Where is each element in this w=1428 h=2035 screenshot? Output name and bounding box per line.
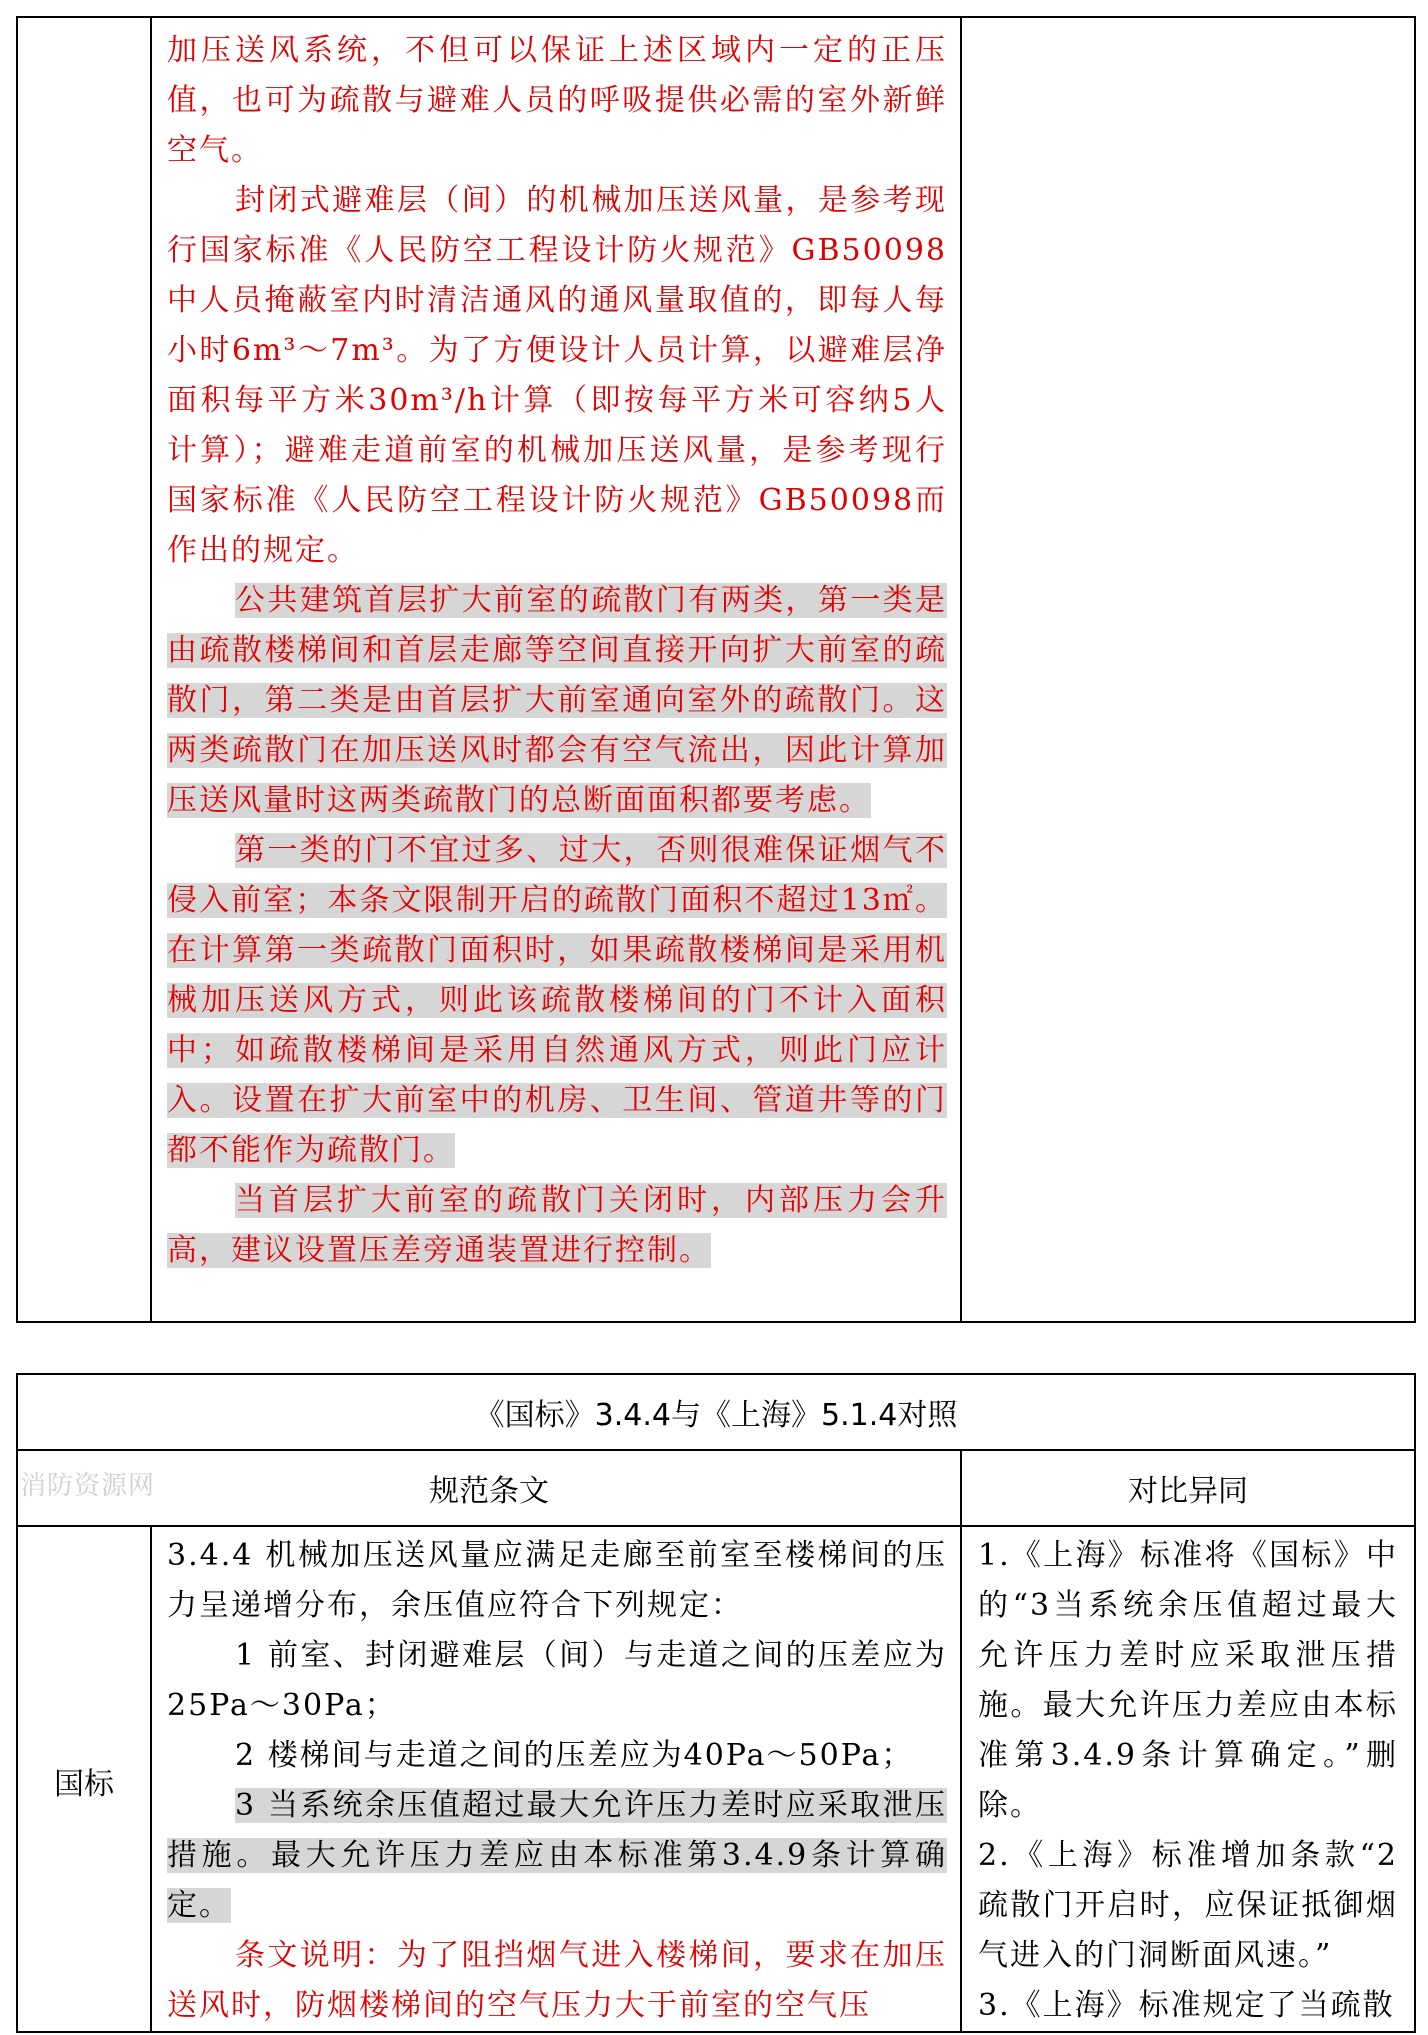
- paragraph: 公共建筑首层扩大前室的疏散门有两类，第一类是由疏散楼梯间和首层走廊等空间直接开向扩大前室的疏散门，第二类是由首层扩大前室通向室外的疏散门。这两类疏散门在加压送风时都会有空气流出，因此计算加压送风量时这两类疏散门的总断面面积都要考虑。: [167, 583, 947, 818]
- table-continuation: [16, 16, 1416, 1323]
- compare-item: 2.《上海》标准增加条款“2 疏散门开启时，应保证抵御烟气进入的门洞断面风速。”: [978, 1838, 1398, 1973]
- row-label-cell: [18, 18, 150, 1321]
- clause-item-3: 3 当系统余压值超过最大允许压力差时应采取泄压措施。最大允许压力差应由本标准第3.4.9条计算确定。: [167, 1788, 947, 1923]
- column-header-compare: 对比异同: [1128, 1474, 1248, 1509]
- watermark: 消防资源网: [20, 1471, 156, 1501]
- compare-text-cell: [978, 1531, 1398, 2031]
- clause-item-2: 2 楼梯间与走道之间的压差应为40Pa～50Pa；: [235, 1738, 914, 1773]
- paragraph: 第一类的门不宜过多、过大，否则很难保证烟气不侵入前室；本条文限制开启的疏散门面积不超过13㎡。在计算第一类疏散门面积时，如果疏散楼梯间是采用机械加压送风方式，则此该疏散楼梯间的门不计入面积中；如疏散楼梯间是采用自然通风方式，则此门应计入。设置在扩大前室中的机房、卫生间、管道井等的门都不能作为疏散门。: [167, 833, 947, 1168]
- paragraph: 当首层扩大前室的疏散门关闭时，内部压力会升高，建议设置压差旁通装置进行控制。: [167, 1183, 947, 1268]
- column-header-clause: 规范条文: [429, 1474, 549, 1509]
- comparison-cell: [962, 18, 1414, 1321]
- clause-explanation: 条文说明：为了阻挡烟气进入楼梯间，要求在加压送风时，防烟楼梯间的空气压力大于前室的空气压: [167, 1938, 947, 2023]
- column-divider: [960, 1449, 962, 2031]
- clause-item-1: 1 前室、封闭避难层（间）与走道之间的压差应为25Pa～30Pa；: [167, 1638, 947, 1723]
- explanation-text-cell: [167, 26, 947, 1276]
- compare-item: 3.《上海》标准规定了当疏散: [978, 1988, 1395, 2023]
- paragraph: 加压送风系统，不但可以保证上述区域内一定的正压值，也可为疏散与避难人员的呼吸提供必需的室外新鲜空气。: [167, 33, 947, 168]
- clause-intro: 3.4.4 机械加压送风量应满足走廊至前室至楼梯间的压力呈递增分布，余压值应符合下列规定：: [167, 1538, 947, 1623]
- table-title: 《国标》3.4.4与《上海》5.1.4对照: [474, 1398, 958, 1433]
- column-divider: [150, 18, 152, 1321]
- column-divider: [150, 1527, 152, 2031]
- row-divider: [18, 1525, 1414, 1527]
- clause-text-cell: [167, 1531, 947, 2031]
- comparison-table: [16, 1373, 1416, 2033]
- paragraph: 封闭式避难层（间）的机械加压送风量，是参考现行国家标准《人民防空工程设计防火规范》GB50098中人员掩蔽室内时清洁通风的通风量取值的，即每人每小时6m³～7m³。为了方便设计人员计算，以避难层净面积每平方米30m³/h计算（即按每平方米可容纳5人计算）；避难走道前室的机械加压送风量，是参考现行国家标准《人民防空工程设计防火规范》GB50098而作出的规定。: [167, 183, 947, 568]
- row-label-guobiao: 国标: [54, 1767, 114, 1802]
- compare-item: 1.《上海》标准将《国标》中的“3当系统余压值超过最大允许压力差时应采取泄压措施。最大允许压力差应由本标准第3.4.9条计算确定。”删除。: [978, 1538, 1398, 1823]
